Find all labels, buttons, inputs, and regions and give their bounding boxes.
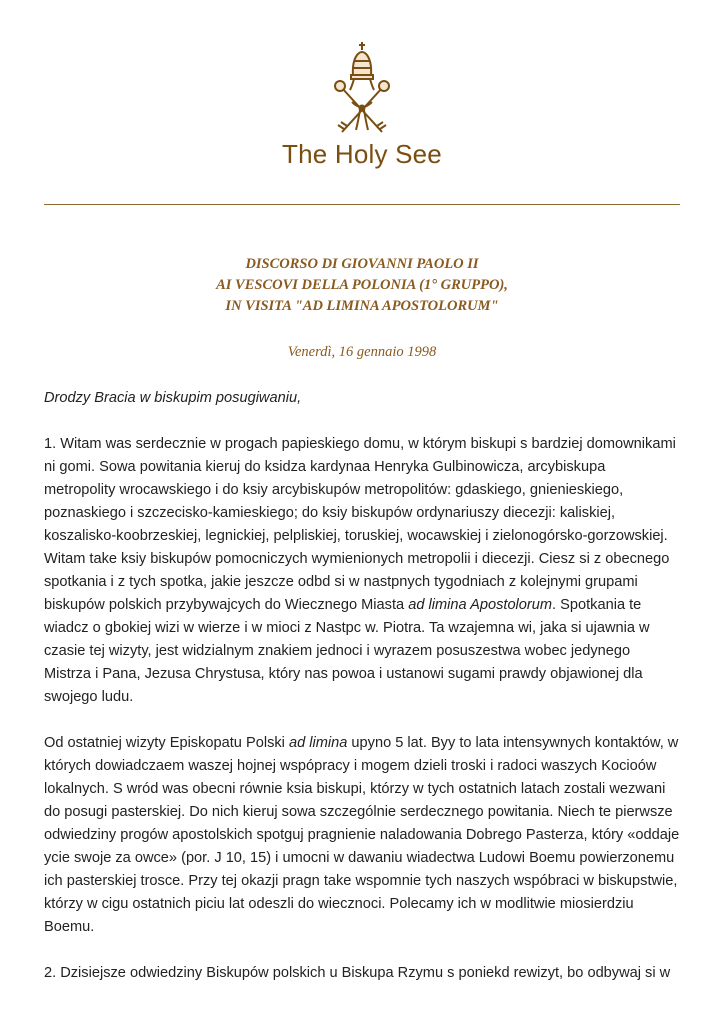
heading-line: AI VESCOVI DELLA POLONIA (1° GRUPPO),	[216, 277, 508, 293]
document-heading	[0, 254, 724, 317]
text-line: metropolity wrocawskiego i do ksiy arcybiskupów metropolitów: gdaskiego, gnienieskiego,	[44, 482, 624, 498]
text-run: upyno 5 lat. Byy to lata intensywnych kontaktów, w	[347, 735, 679, 751]
text-line: spotkania i z tych spotka, jakie jeszcze odbd si w nastpnych tygodniach z kolejnymi grupami	[44, 574, 638, 590]
text-line: ni gomi. Sowa powitania kieruj do ksidza kardynaa Henryka Gulbinowicza, arcybiskupa	[44, 459, 606, 475]
site-title[interactable]: The Holy See	[282, 139, 442, 169]
papal-keys-tiara-icon	[322, 40, 402, 140]
text-line: wiadcz o gbokiej wizi w wierze i w mioci z Nastpc w. Piotra. Ta wzajemna wi, jaka si ujawnia w	[44, 620, 650, 636]
italic-term: ad limina	[288, 735, 348, 751]
heading-line: IN VISITA "AD LIMINA APOSTOLORUM"	[225, 298, 499, 314]
text-line: Witam take ksiy biskupów pomocniczych wymienionych metropolii i diecezji. Ciesz si z obecnego	[44, 551, 670, 567]
document-body	[44, 387, 684, 1008]
site-header	[0, 40, 724, 140]
paragraph-3	[44, 962, 684, 985]
paragraph-2	[44, 732, 684, 939]
text-line	[44, 594, 684, 617]
text-line: poznaskiego i szczecisko-kamieskiego; do ksiy biskupów ordynariuszy diecezji: kaliskiej,	[44, 505, 616, 521]
text-line: koszalisko-koobrzeskiej, legnickiej, pelpliskiej, toruskiej, wocawskiej i zielonogórsko-gorzowskiej.	[44, 528, 668, 544]
header-divider	[44, 204, 680, 205]
text-run: Od ostatniej wizyty Episkopatu Polski	[44, 735, 289, 751]
text-line: swojego ludu.	[44, 689, 134, 705]
text-line: którzy w cigu ostatnich piciu lat odeszli do wiecznoci. Polecamy ich w modlitwie miosierdziu	[44, 896, 634, 912]
text-line: ycie swoje za owce» (por. J 10, 15) i umocni w dawaniu wiadectwa Ludowi Boemu powierzonemu	[44, 850, 675, 866]
text-line: czasie tej wizyty, jest widzialnym znakiem jednoci i wyrazem posuszestwa wobec jedynego	[44, 643, 631, 659]
text-line: Boemu.	[44, 919, 95, 935]
text-line: ich pasterskiej trosce. Przy tej okazji pragn take wspomnie tych naszych wspóbraci w biskupstwie,	[44, 873, 678, 889]
paragraph-1	[44, 433, 684, 709]
text-line: Mistrza i Pana, Jezusa Chrystusa, który nas powoa i ustanowi sugami prawdy objawionej dla	[44, 666, 643, 682]
text-line: 1. Witam was serdecznie w progach papieskiego domu, w którym biskupi s bardziej domownikami	[44, 436, 676, 452]
text-run: . Spotkania te	[552, 597, 642, 613]
text-run: biskupów polskich przybywajcych do Wiecznego Miasta	[44, 597, 409, 613]
text-line	[44, 732, 684, 755]
salutation: Drodzy Bracia w biskupim posugiwaniu,	[44, 390, 302, 406]
text-line: odwiedziny progów apostolskich spotguj pragnienie naladowania Dobrego Pasterza, który «oddaje	[44, 827, 680, 843]
text-line: do posugi pasterskiej. Do nich kieruj sowa szczególnie serdecznego powitania. Niech te pierwsze	[44, 804, 673, 820]
italic-term: ad limina Apostolorum	[408, 597, 553, 613]
text-line: lokalnych. S wród was obecni równie ksia biskupi, którzy w tych ostatnich latach zostali wezwani	[44, 781, 666, 797]
text-line: których dowiadczaem waszej hojnej wspópracy i mogem dzieli troski i radoci waszych Kocioów	[44, 758, 657, 774]
heading-line: DISCORSO DI GIOVANNI PAOLO II	[245, 256, 479, 272]
text-line: 2. Dzisiejsze odwiedziny Biskupów polskich u Biskupa Rzymu s poniekd rewizyt, bo odbywaj si w	[44, 965, 671, 981]
document-date: Venerdì, 16 gennaio 1998	[287, 344, 437, 360]
